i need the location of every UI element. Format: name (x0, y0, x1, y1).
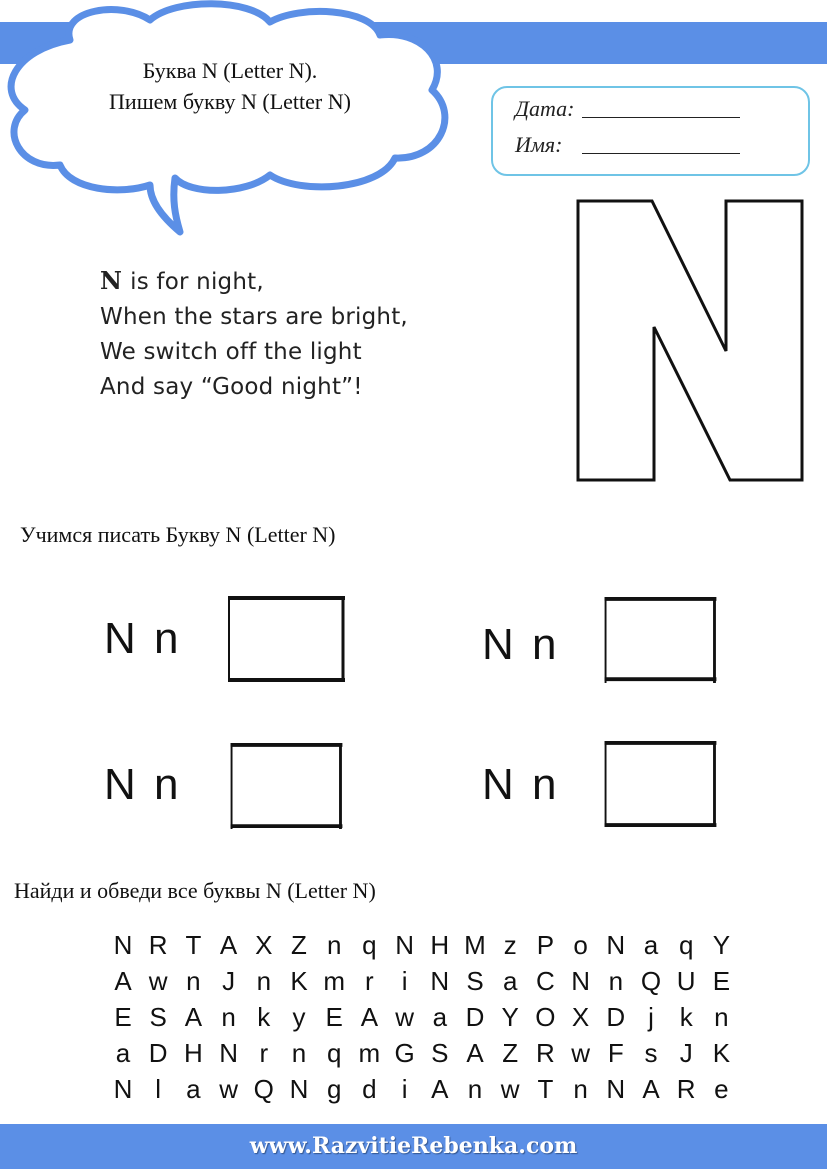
grid-letter[interactable]: j (648, 1002, 654, 1032)
grid-letter[interactable]: l (155, 1074, 162, 1104)
date-row (515, 96, 740, 122)
grid-letter[interactable]: o (573, 930, 588, 960)
grid-letter[interactable]: w (571, 1038, 590, 1068)
grid-letter[interactable]: m (323, 966, 346, 996)
grid-letter[interactable]: T (537, 1074, 554, 1104)
grid-letter[interactable]: k (257, 1002, 271, 1032)
grid-letter[interactable]: T (185, 930, 202, 960)
grid-letter[interactable]: n (714, 1002, 729, 1032)
grid-letter[interactable]: Z (502, 1038, 519, 1068)
grid-letter[interactable]: n (186, 966, 201, 996)
grid-letter[interactable]: N (289, 1074, 309, 1104)
letter-pair: N n (104, 614, 182, 663)
name-line[interactable] (582, 152, 740, 154)
grid-letter[interactable]: n (256, 966, 272, 996)
grid-letter[interactable]: S (466, 966, 484, 996)
letter-pair: N n (104, 760, 182, 809)
grid-letter[interactable]: K (290, 966, 308, 996)
poem (100, 263, 408, 405)
grid-letter[interactable]: J (222, 966, 236, 996)
grid-letter[interactable]: D (465, 1002, 485, 1032)
grid-letter[interactable]: N (571, 966, 590, 996)
grid-letter[interactable]: n (291, 1038, 307, 1068)
grid-letter[interactable]: a (643, 930, 659, 960)
grid-letter[interactable]: J (679, 1038, 693, 1068)
grid-letter[interactable]: q (326, 1038, 342, 1068)
title-line-2: Пишем букву N (Letter N) (109, 89, 351, 114)
grid-letter[interactable]: g (326, 1074, 342, 1104)
grid-letter[interactable]: y (292, 1002, 306, 1032)
grid-letter[interactable]: a (502, 966, 518, 996)
poem-line-4: And say “Good night”! (100, 374, 363, 400)
grid-letter[interactable]: N (113, 1074, 133, 1104)
poem-first-letter: N (100, 266, 123, 295)
grid-letter[interactable]: A (642, 1074, 660, 1104)
grid-letter[interactable]: P (536, 930, 555, 960)
grid-letter[interactable]: K (712, 1038, 731, 1068)
grid-letter[interactable]: R (536, 1038, 555, 1068)
grid-letter[interactable]: q (362, 930, 377, 960)
grid-letter[interactable]: D (148, 1038, 168, 1068)
grid-letter[interactable]: E (114, 1002, 132, 1032)
grid-letter[interactable]: X (571, 1002, 590, 1032)
poem-line-2: When the stars are bright, (100, 304, 408, 330)
speech-cloud (0, 0, 460, 240)
grid-letter[interactable]: m (358, 1038, 381, 1068)
grid-letter[interactable]: N (219, 1038, 238, 1068)
grid-letter[interactable]: Y (712, 930, 731, 960)
grid-letter[interactable]: a (115, 1038, 131, 1068)
date-label: Дата: (515, 96, 575, 121)
grid-letter[interactable]: A (184, 1002, 203, 1032)
title-line-1: Буква N (Letter N). (142, 58, 318, 83)
grid-letter[interactable]: H (184, 1038, 203, 1068)
grid-letter[interactable]: a (432, 1002, 448, 1032)
grid-letter[interactable]: n (608, 966, 624, 996)
grid-letter[interactable]: Z (291, 930, 307, 960)
letter-pair: N n (482, 620, 560, 669)
grid-letter[interactable]: r (365, 966, 374, 996)
grid-letter[interactable]: w (395, 1002, 414, 1032)
grid-letter[interactable]: R (148, 930, 168, 960)
grid-letter[interactable]: i (401, 1074, 408, 1104)
grid-letter[interactable]: k (679, 1002, 693, 1032)
find-heading: Найди и обведи все буквы N (Letter N) (14, 878, 376, 903)
grid-letter[interactable]: R (676, 1074, 696, 1104)
grid-letter[interactable]: N (606, 930, 626, 960)
grid-letter[interactable]: w (148, 966, 168, 996)
cloud-title (40, 55, 420, 117)
grid-letter[interactable]: O (535, 1002, 556, 1032)
grid-letter[interactable]: r (259, 1038, 269, 1068)
grid-letter[interactable]: U (676, 966, 696, 996)
grid-letter[interactable]: N (395, 930, 414, 960)
grid-letter[interactable]: i (401, 966, 408, 996)
writing-box[interactable] (602, 741, 719, 827)
grid-letter[interactable]: G (394, 1038, 415, 1068)
grid-letter[interactable]: Q (640, 966, 662, 996)
write-heading: Учимся писать Букву N (Letter N) (20, 522, 336, 547)
date-name-box (491, 86, 810, 176)
grid-letter[interactable]: n (326, 930, 342, 960)
grid-letter[interactable]: F (607, 1038, 624, 1068)
grid-letter[interactable]: E (712, 966, 731, 996)
writing-box[interactable] (602, 597, 719, 683)
grid-letter[interactable]: M (464, 930, 486, 960)
grid-letter[interactable]: N (113, 930, 133, 960)
grid-letter[interactable]: d (362, 1074, 377, 1104)
grid-letter[interactable]: n (221, 1002, 236, 1032)
grid-letter[interactable]: X (255, 930, 273, 960)
grid-letter[interactable]: s (644, 1038, 658, 1068)
grid-letter[interactable]: n (573, 1074, 588, 1104)
grid-letter[interactable]: Y (501, 1002, 519, 1032)
grid-letter[interactable]: C (536, 966, 555, 996)
footer-url[interactable]: www.RazvitieRebenka.com (249, 1133, 578, 1159)
poem-line-1-rest: is for night, (130, 269, 264, 295)
grid-letter[interactable]: w (219, 1074, 238, 1104)
grid-letter[interactable]: E (325, 1002, 343, 1032)
letter-pair: N n (482, 760, 560, 809)
grid-letter[interactable]: z (503, 930, 517, 960)
grid-letter[interactable]: A (219, 930, 238, 960)
grid-letter[interactable]: H (430, 930, 450, 960)
grid-letter[interactable]: N (606, 1074, 626, 1104)
grid-letter[interactable]: A (360, 1002, 379, 1032)
grid-letter[interactable]: q (678, 930, 694, 960)
grid-letter[interactable]: A (431, 1074, 449, 1104)
grid-letter[interactable]: w (500, 1074, 520, 1104)
grid-letter[interactable]: D (606, 1002, 626, 1032)
grid-letter[interactable]: A (466, 1038, 484, 1068)
grid-letter[interactable]: Q (253, 1074, 274, 1104)
grid-letter[interactable]: S (149, 1002, 167, 1032)
date-line[interactable] (582, 116, 740, 118)
name-row (515, 132, 740, 158)
writing-box[interactable] (228, 596, 345, 682)
name-label: Имя: (515, 132, 563, 157)
grid-letter[interactable]: N (430, 966, 450, 996)
grid-letter[interactable]: e (714, 1074, 729, 1104)
grid-letter[interactable]: S (431, 1038, 449, 1068)
writing-box[interactable] (228, 743, 345, 829)
grid-letter[interactable]: n (467, 1074, 483, 1104)
grid-letter[interactable]: A (114, 966, 132, 996)
poem-line-3: We switch off the light (100, 339, 362, 365)
grid-letter[interactable]: a (186, 1074, 201, 1104)
big-letter-outline (572, 195, 808, 487)
poem-line-1 (100, 263, 408, 300)
